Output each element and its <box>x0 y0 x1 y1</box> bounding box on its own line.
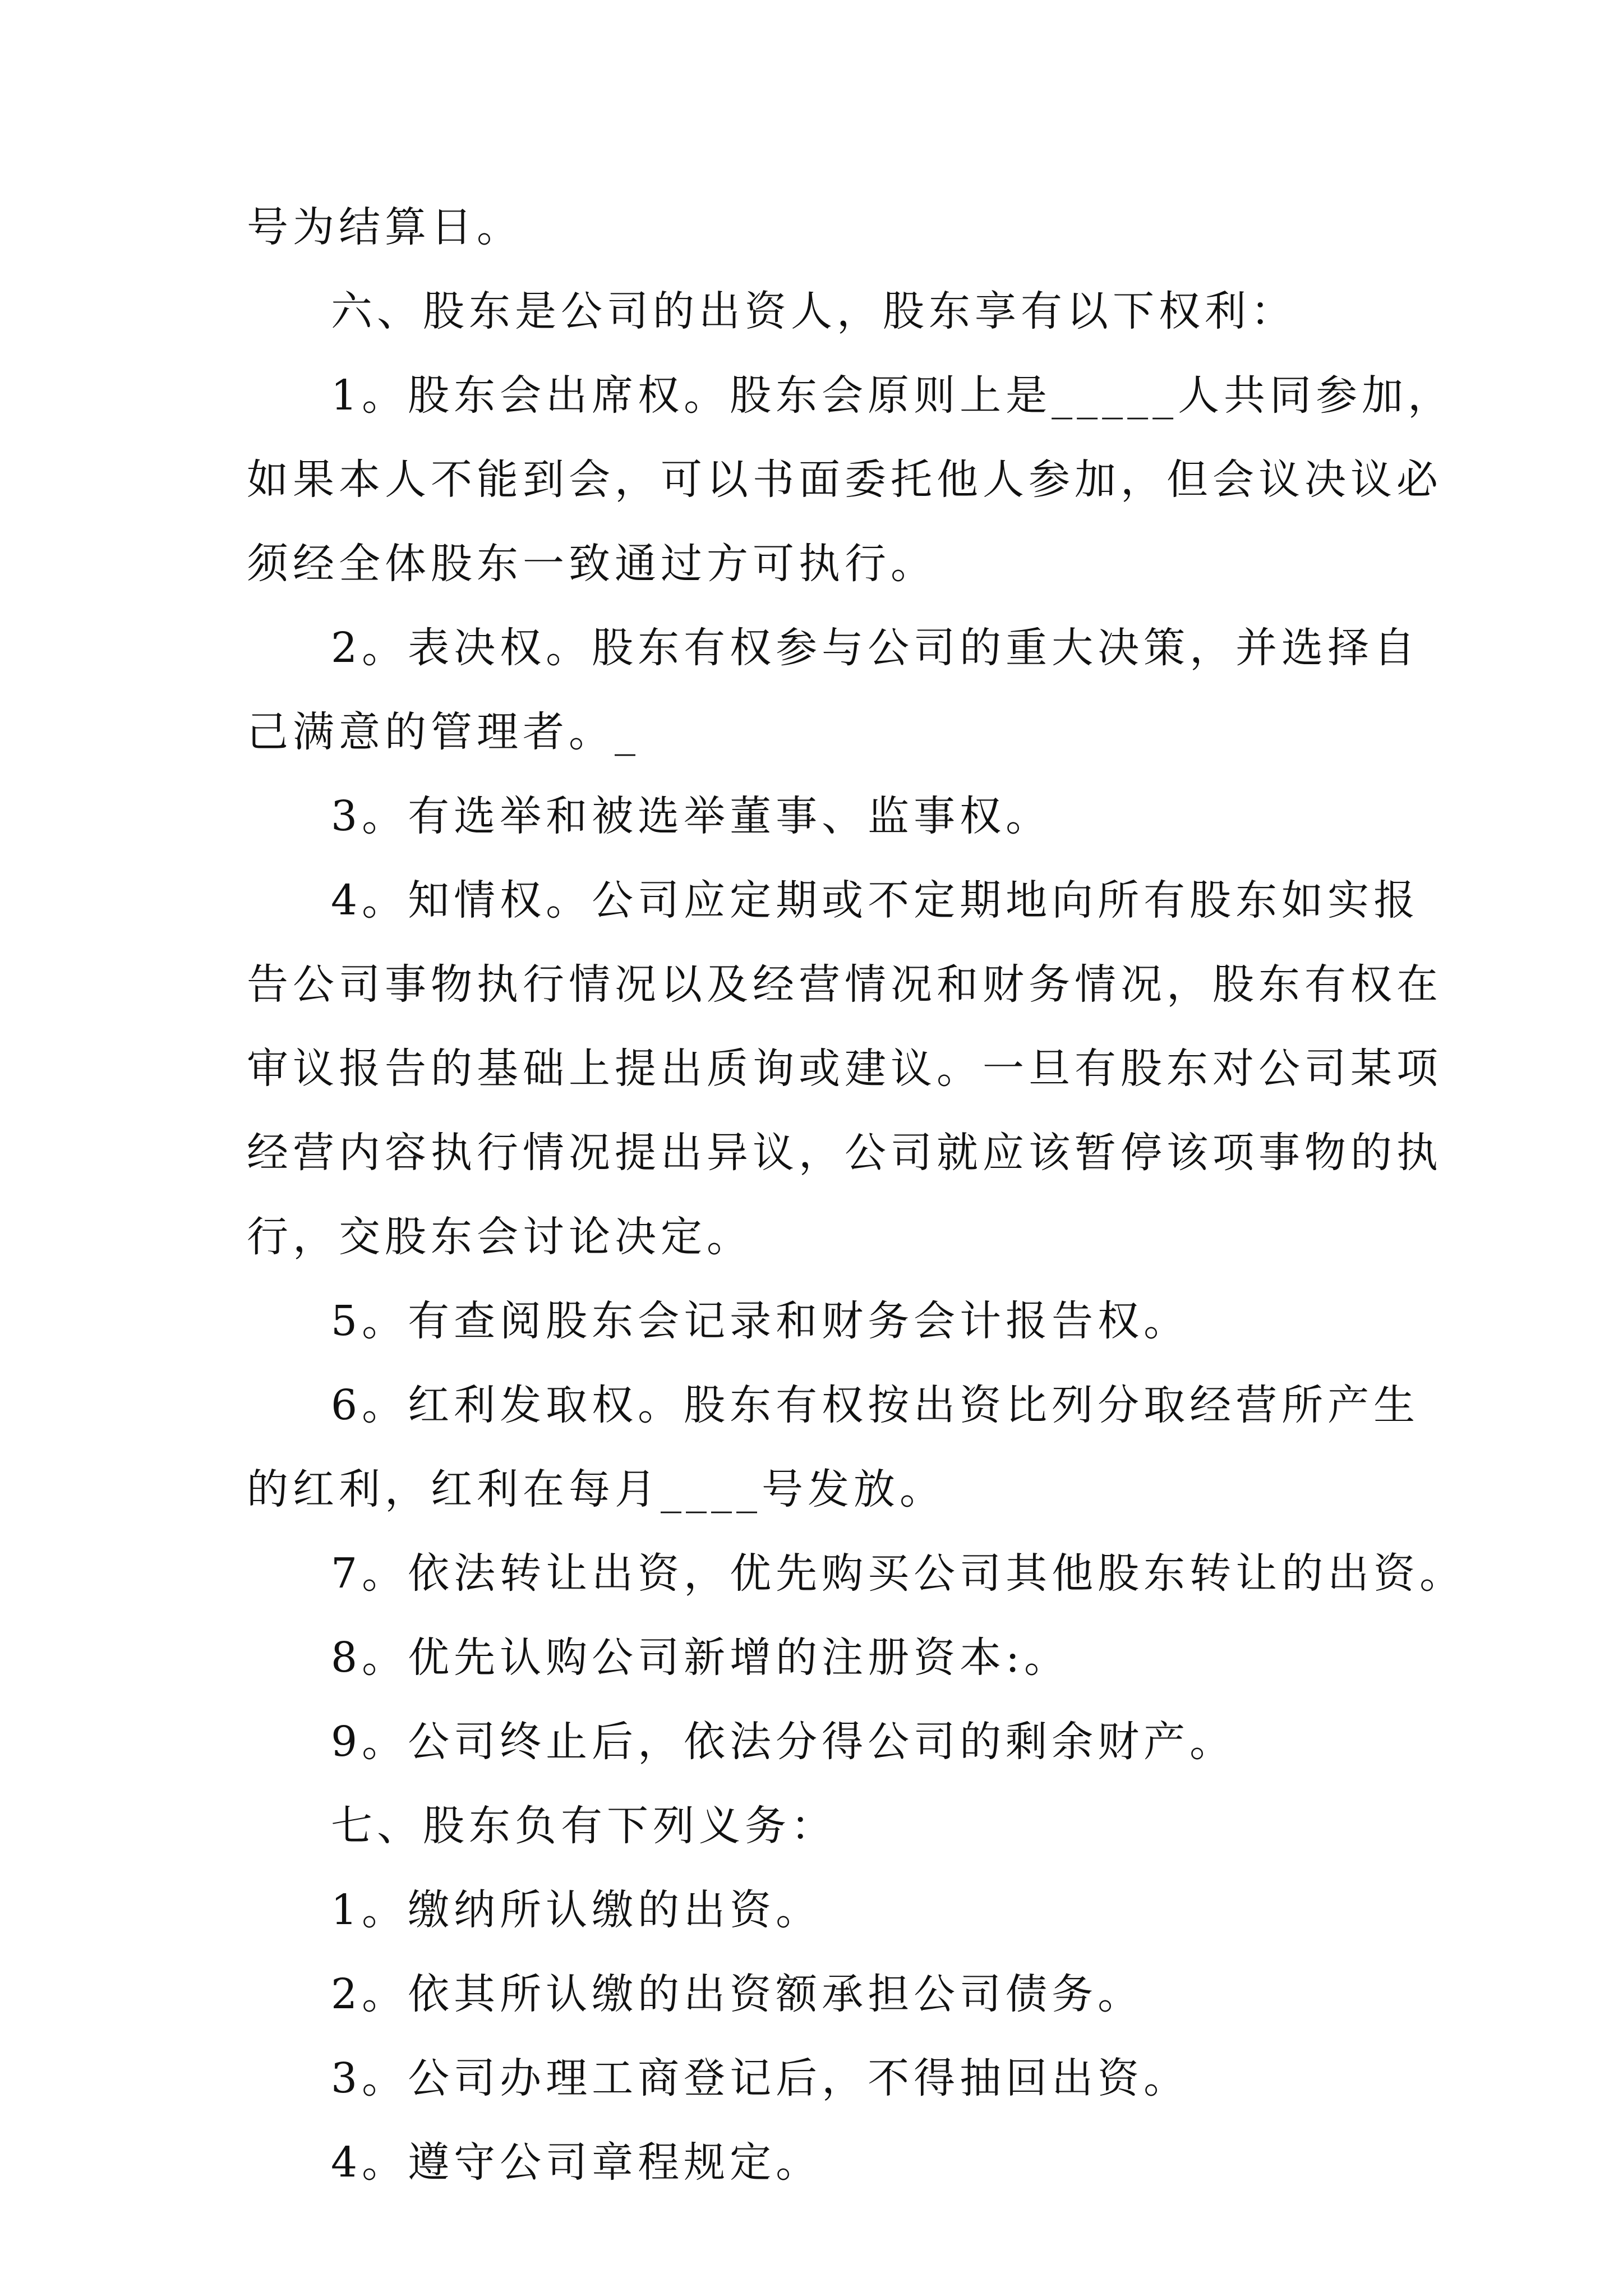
text-line: 须经全体股东一致通过方可执行。 <box>247 540 937 588</box>
section-heading: 七、股东负有下列义务： <box>331 1802 837 1850</box>
text-line: 1。缴纳所认缴的出资。 <box>331 1886 822 1934</box>
text-line: 7。依法转让出资，优先购买公司其他股东转让的出资。 <box>331 1549 1466 1598</box>
text-line: 号为结算日。 <box>247 203 523 251</box>
text-line: 4。知情权。公司应定期或不定期地向所有股东如实报 <box>331 876 1420 924</box>
text-line: 6。红利发取权。股东有权按出资比列分取经营所产生 <box>331 1381 1420 1429</box>
text-line: 己满意的管理者。_ <box>247 708 640 756</box>
text-line: 告公司事物执行情况以及经营情况和财务情况，股东有权在 <box>247 960 1442 1009</box>
text-line: 2。依其所认缴的出资额承担公司债务。 <box>331 1970 1144 2018</box>
text-line: 2。表决权。股东有权参与公司的重大决策，并选择自 <box>331 624 1420 672</box>
text-line: 4。遵守公司章程规定。 <box>331 2138 822 2187</box>
section-heading: 六、股东是公司的出资人，股东享有以下权利： <box>331 287 1297 335</box>
text-line: 3。公司办理工商登记后，不得抽回出资。 <box>331 2054 1190 2102</box>
text-line: 1。股东会出席权。股东会原则上是_____人共同参加， <box>331 371 1454 420</box>
text-line: 8。优先认购公司新增的注册资本:。 <box>331 1634 1071 1682</box>
text-line: 3。有选举和被选举董事、监事权。 <box>331 792 1052 840</box>
text-line: 审议报告的基础上提出质询或建议。一旦有股东对公司某项 <box>247 1045 1442 1093</box>
text-line: 如果本人不能到会，可以书面委托他人参加，但会议决议必 <box>247 455 1442 504</box>
text-line: 的红利，红利在每月____号发放。 <box>247 1465 946 1513</box>
text-line: 行，交股东会讨论决定。 <box>247 1213 753 1261</box>
text-line: 9。公司终止后，依法分得公司的剩余财产。 <box>331 1718 1236 1766</box>
text-line: 经营内容执行情况提出异议，公司就应该暂停该项事物的执 <box>247 1129 1442 1177</box>
text-line: 5。有查阅股东会记录和财务会计报告权。 <box>331 1297 1190 1345</box>
